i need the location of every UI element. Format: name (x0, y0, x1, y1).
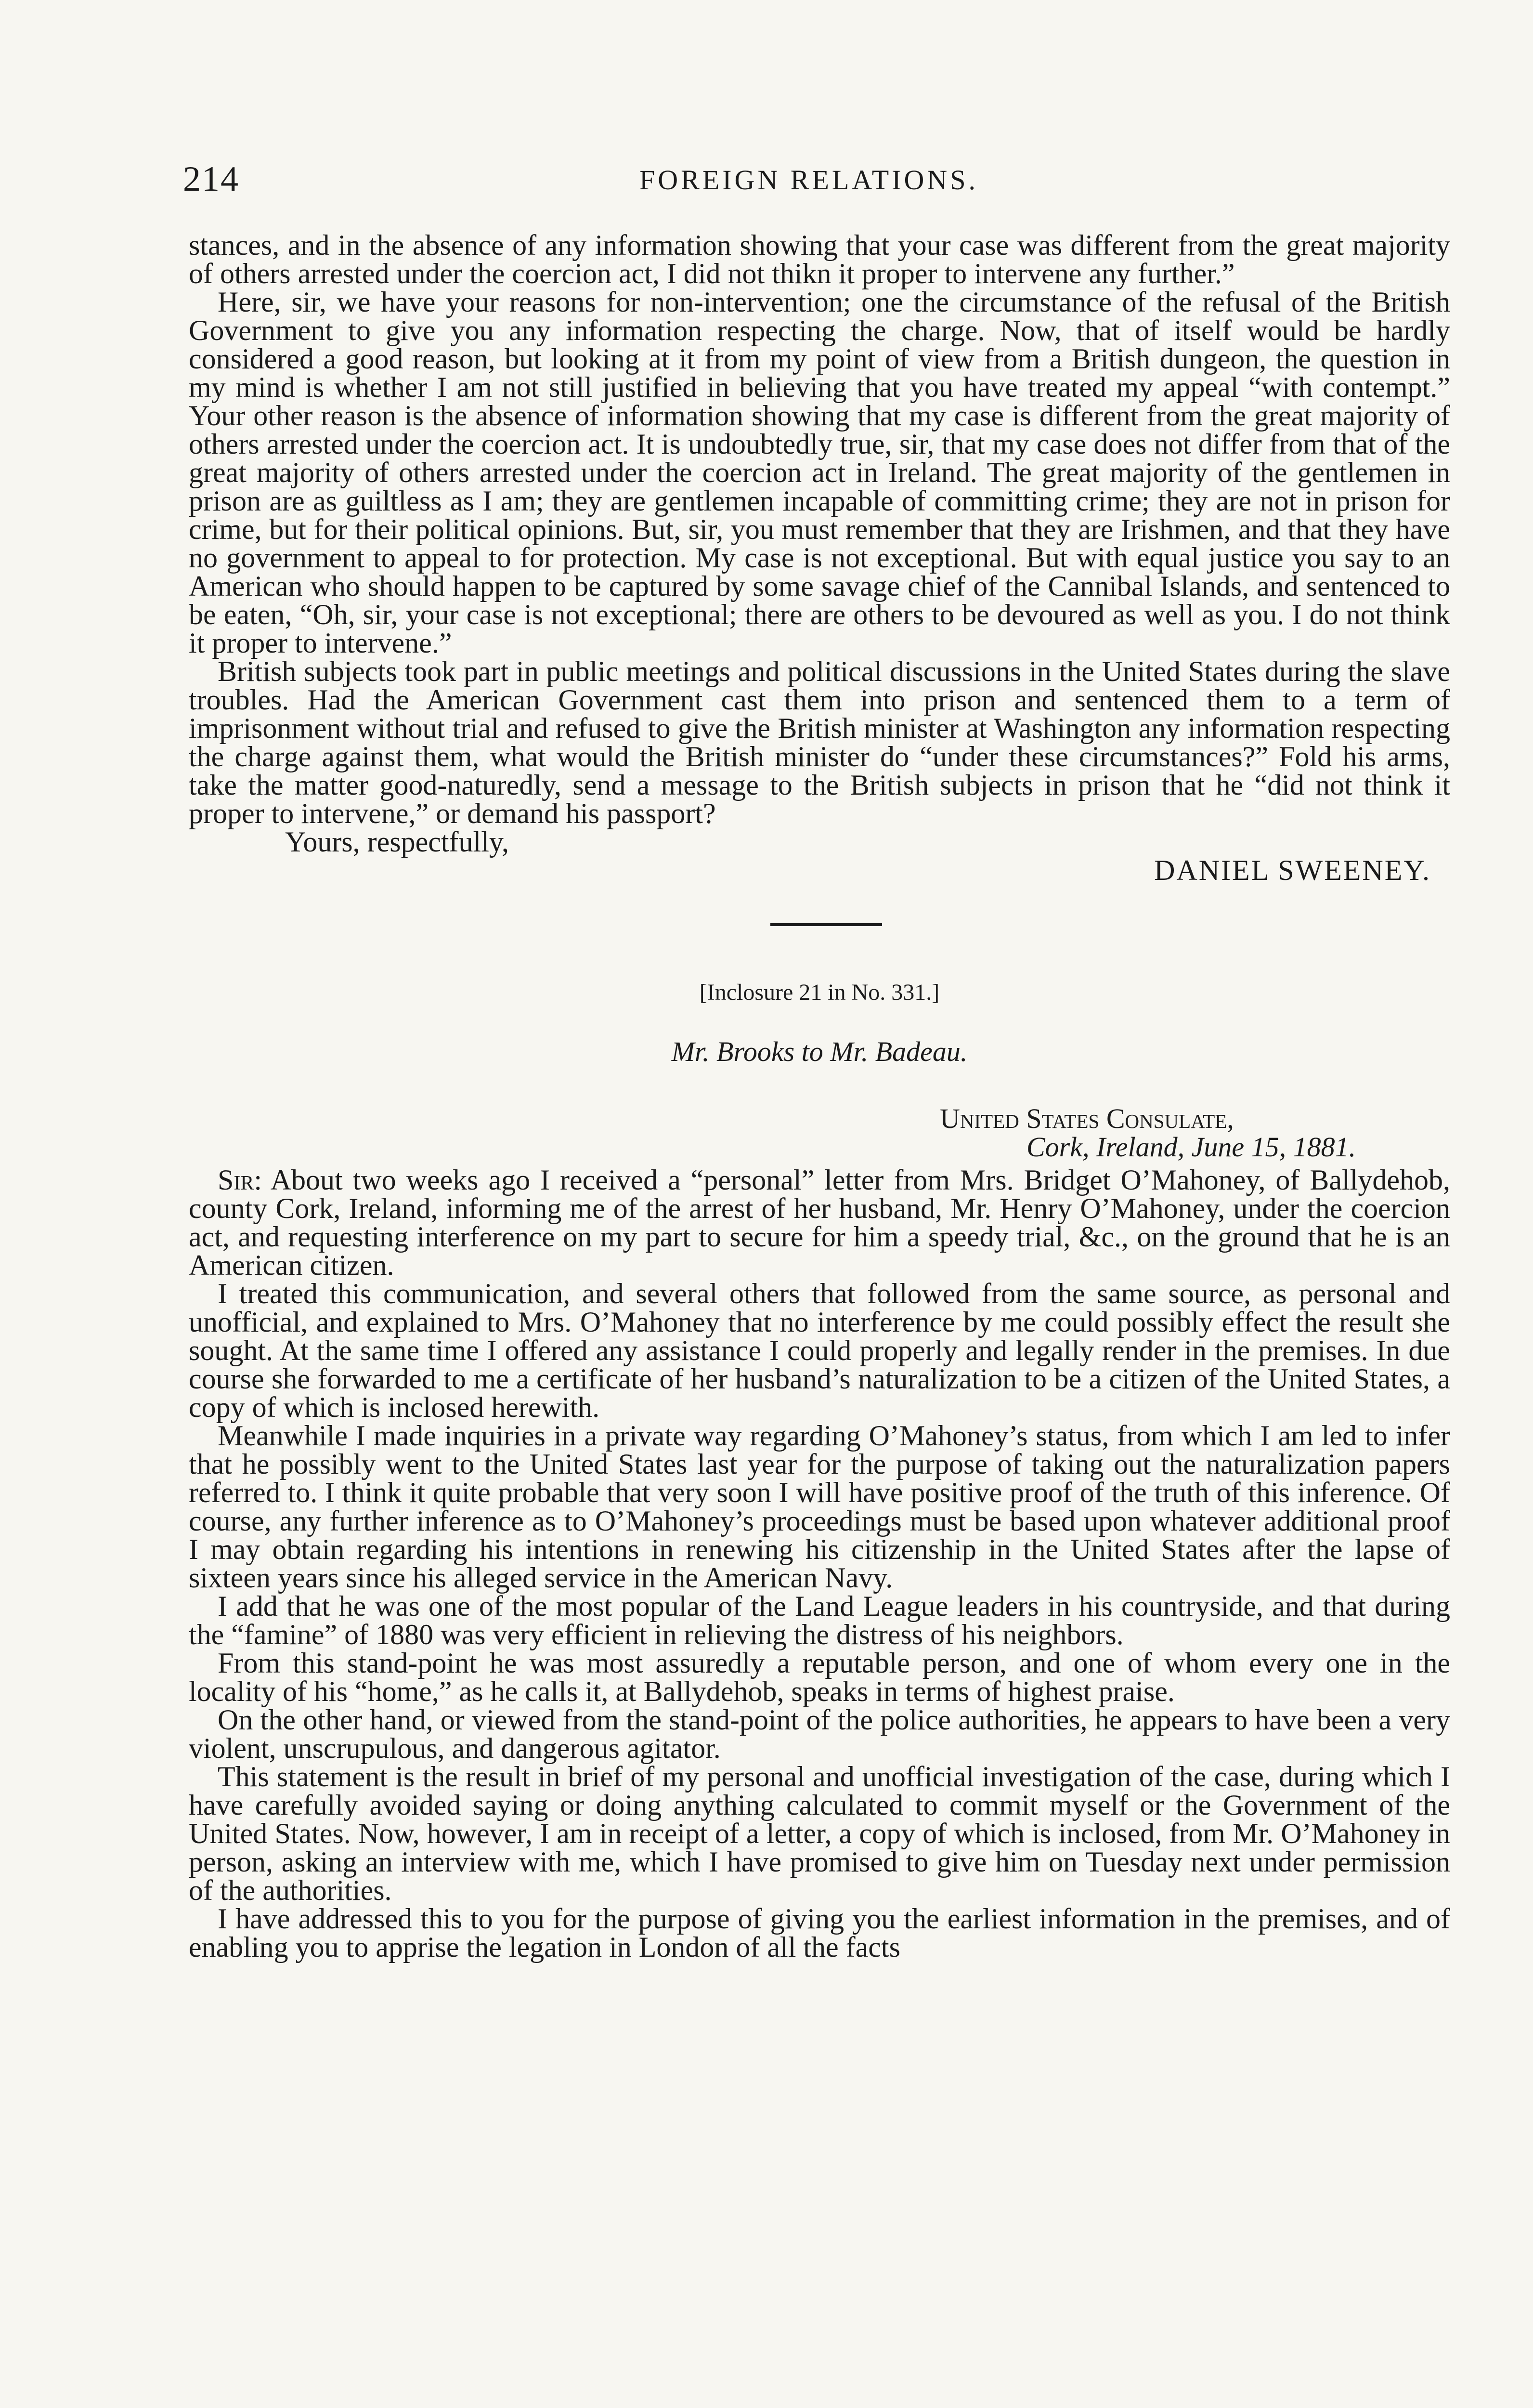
letter2-paragraph: From this stand-point he was most assuredly a reputable person, and one of whom every one in the locality of his “home,” as he calls it, at Ballydehob, speaks in terms of highest praise. (189, 1647, 1450, 1707)
consulate-heading: United States Consulate, (940, 1103, 1234, 1134)
inclosure-label: [Inclosure 21 in No. 331.] (699, 980, 940, 1005)
letter2-paragraph: On the other hand, or viewed from the stand-point of the police authorities, he appears to have been a very violent, unscrupulous, and dangerous agitator. (189, 1704, 1450, 1764)
letter-title: Mr. Brooks to Mr. Badeau. (671, 1036, 968, 1067)
place-date: Cork, Ireland, June 15, 1881. (1026, 1131, 1356, 1163)
letter2-paragraph: This statement is the result in brief of my personal and unofficial investigation of the case, during which I have carefully avoided saying or doing anything calculated to commit myself or the Government of the United States. Now, however, I am in receipt of a letter, a copy of which is inclosed, from Mr. O’Mahoney in person, asking an interview with me, which I have promised to give him on Tuesday next under permission of the authorities. (189, 1761, 1450, 1906)
letter2-paragraph: Meanwhile I made inquiries in a private way regarding O’Mahoney’s status, from which I am led to infer that he possibly went to the United States last year for the purpose of taking out the naturalization papers referred to. I think it quite probable that very soon I will have positive proof of the truth of this inference. Of course, any further inference as to O’Mahoney’s proceedings must be based upon whatever additional proof I may obtain regarding his intentions in renewing his citizenship in the United States after the lapse of sixteen years since his alleged service in the American Navy. (189, 1420, 1450, 1594)
letter1-paragraph: Here, sir, we have your reasons for non-intervention; one the circumstance of the refusal of the British Government to give you any information respecting the charge. Now, that of itself would be hardly considered a good reason, but looking at it from my point of view from a British dungeon, the question in my mind is whether I am not still justified in believing that you have treated my appeal “with contempt.” Your other reason is the absence of information showing that my case is different from the great majority of others arrested under the coercion act. It is undoubtedly true, sir, that my case does not differ from that of the great majority of others arrested under the coercion act in Ireland. The great majority of the gentlemen in prison are as guiltless as I am; they are gentlemen incapable of committing crime; they are not in prison for crime, but for their political opinions. But, sir, you must remember that they are Irishmen, and that they have no government to appeal to for protection. My case is not exceptional. But with equal justice you say to an American who should happen to be captured by some savage chief of the Cannibal Islands, and sentenced to be eaten, “Oh, sir, your case is not exceptional; there are others to be devoured as well as you. I do not think it proper to intervene.” (189, 286, 1450, 659)
running-title: FOREIGN RELATIONS. (639, 164, 979, 196)
letter2-paragraph: I have addressed this to you for the purpose of giving you the earliest information in the premises, and of enabling you to apprise the legation in London of all the facts (189, 1903, 1450, 1963)
page-header (173, 159, 1444, 207)
letter1-closing: Yours, respectfully, (285, 826, 509, 858)
letter2-paragraph: I add that he was one of the most popular of the Land League leaders in his countryside, and that during the “famine” of 1880 was very efficient in relieving the distress of his neighbors. (189, 1590, 1450, 1650)
salutation: Sir: (218, 1164, 262, 1196)
letter2-paragraph: I treated this communication, and several others that followed from the same source, as personal and unofficial, and explained to Mrs. O’Mahoney that no interference by me could possibly effect the result she sought. At the same time I offered any assistance I could properly and legally render in the premises. In due course she forwarded to me a certificate of her husband’s naturalization to be a citizen of the United States, a copy of which is inclosed herewith. (189, 1278, 1450, 1423)
letter1-paragraph: British subjects took part in public meetings and political discussions in the United States during the slave troubles. Had the American Government cast them into prison and sentenced them to a term of imprisonment without trial and refused to give the British minister at Washington any information respecting the charge against them, what would the British minister do “under these circumstances?” Fold his arms, take the matter good-naturedly, send a message to the British subjects in prison that he “did not think it proper to intervene,” or demand his passport? (189, 655, 1450, 829)
letter2-paragraph (189, 1166, 1450, 1280)
letter2-paragraph-text: About two weeks ago I received a “personal” letter from Mrs. Bridget O’Mahoney, of Ballydehob, county Cork, Ireland, informing me of the arrest of her husband, Mr. Henry O’Mahoney, under the coercion act, and requesting interference on my part to secure for him a speedy trial, &c., on the ground that he is an American citizen. (189, 1164, 1450, 1281)
page-number: 214 (183, 159, 239, 199)
letter1-signature: DANIEL SWEENEY. (1154, 854, 1431, 886)
page-body (189, 231, 1450, 1962)
section-divider (770, 923, 882, 926)
letter1-paragraph: stances, and in the absence of any information showing that your case was different from the great majority of others arrested under the coercion act, I did not thikn it proper to intervene any further.” (189, 229, 1450, 289)
